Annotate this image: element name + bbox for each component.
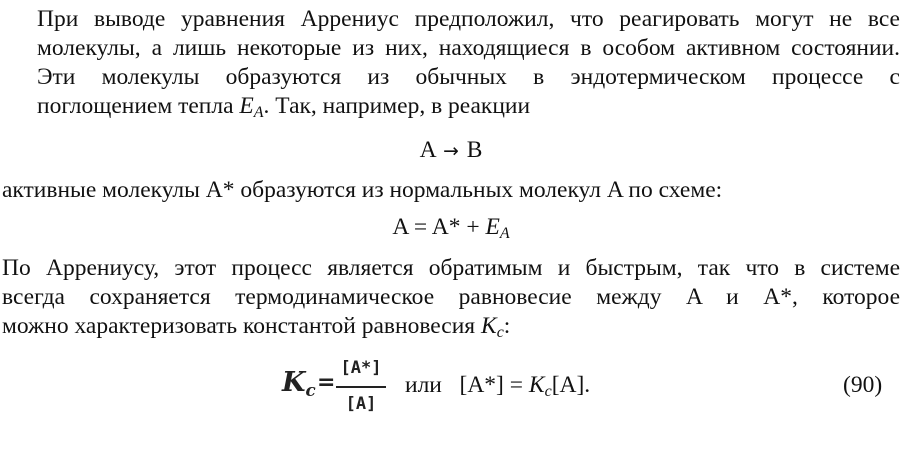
activation-energy-symbol: E xyxy=(485,214,500,240)
kc-symbol xyxy=(282,367,316,401)
activation-energy-subscript: A xyxy=(499,224,510,242)
equation-number: (90) xyxy=(843,372,883,398)
kc-letter: K xyxy=(282,367,306,398)
equation-text: [A*] = xyxy=(459,372,529,398)
activation-scheme-equation xyxy=(0,213,902,242)
equation-alternative-form xyxy=(405,371,590,400)
product: B xyxy=(466,137,483,163)
kc-subscript: c xyxy=(305,380,316,401)
text-run: можно характеризовать константой равновесия xyxy=(2,313,481,339)
paragraph-equilibrium xyxy=(2,254,900,341)
text-run: : xyxy=(503,313,511,339)
paragraph-line: Эти молекулы образуются из обычных в эндотермическом процессе с xyxy=(37,64,900,90)
fraction-bar xyxy=(336,386,386,388)
paragraph-line: активные молекулы A* образуются из нормальных молекул A по схеме: xyxy=(2,177,723,203)
fraction-numerator: [A*] xyxy=(340,358,382,378)
equation-text: A = A* + xyxy=(392,214,486,240)
equilibrium-constant-symbol: K xyxy=(528,372,545,398)
activation-energy-symbol: E xyxy=(239,93,254,119)
text-run: . Так, например, в реакции xyxy=(263,93,531,119)
paragraph-line: всегда сохраняется термодинамическое равновесие между A и A*, которое xyxy=(2,284,900,310)
equilibrium-constant-symbol: K xyxy=(481,313,497,339)
paragraph-line: молекулы, а лишь некоторые из них, находящиеся в особом активном состоянии. xyxy=(37,35,900,61)
equation-text: [A]. xyxy=(551,372,591,398)
reactant: A xyxy=(419,137,436,163)
equals-sign: = xyxy=(317,370,336,395)
equilibrium-constant-fraction xyxy=(282,350,392,420)
paragraph-active-molecules xyxy=(2,176,900,205)
paragraph-line xyxy=(2,312,900,341)
reaction-arrow-icon: → xyxy=(443,141,459,162)
text-run: поглощением тепла xyxy=(37,93,240,119)
equilibrium-constant-subscript: c xyxy=(544,382,552,400)
paragraph-line: По Аррениусу, этот процесс является обратимым и быстрым, так что в системе xyxy=(2,255,900,281)
activation-energy-subscript: A xyxy=(253,103,264,121)
connector-word: или xyxy=(405,372,442,398)
reaction-equation xyxy=(0,136,902,166)
equilibrium-constant-subscript: c xyxy=(496,323,504,341)
paragraph-arrhenius-intro xyxy=(2,5,900,121)
paragraph-line: При выводе уравнения Аррениус предположил, что реагировать могут не все xyxy=(37,6,900,32)
fraction-denominator: [A] xyxy=(345,394,377,414)
paragraph-line xyxy=(2,92,900,121)
